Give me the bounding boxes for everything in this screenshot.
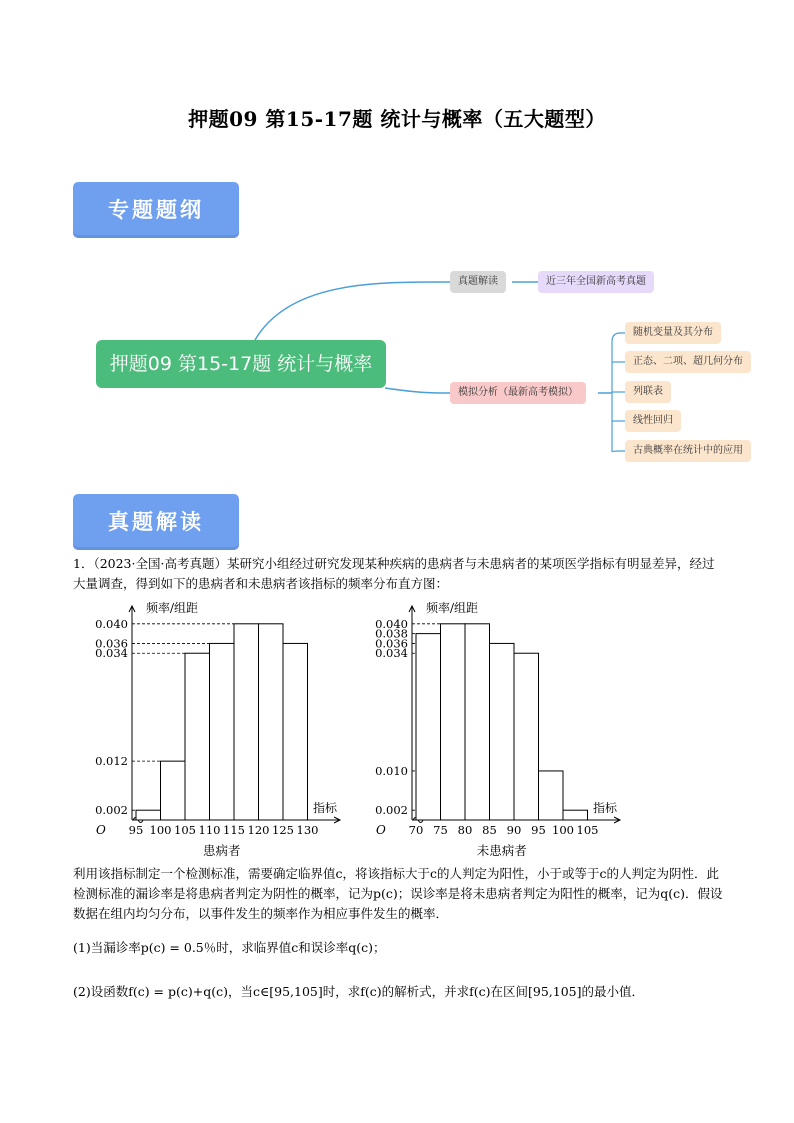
y-tick-label: 0.040 xyxy=(375,616,408,631)
histogram-bar xyxy=(185,653,210,820)
x-tick-label: 85 xyxy=(482,823,497,837)
mindmap-branch-2: 模拟分析（最新高考模拟） xyxy=(450,382,586,404)
x-tick-label: 95 xyxy=(128,823,144,837)
x-tick-label: 100 xyxy=(552,823,574,837)
histogram-bar xyxy=(136,810,161,820)
histogram-bar xyxy=(259,624,284,820)
origin-label: O xyxy=(376,823,386,837)
chart-caption: 患病者 xyxy=(202,843,241,858)
y-tick-label: 0.012 xyxy=(95,754,128,769)
mindmap-branch-1: 真题解读 xyxy=(450,271,506,293)
mindmap-leaf: 古典概率在统计中的应用 xyxy=(625,440,751,462)
x-tick-label: 90 xyxy=(506,823,522,837)
mindmap-leaf: 列联表 xyxy=(625,381,671,403)
histogram-bar xyxy=(563,810,588,820)
question-1: (1)当漏诊率p(c) = 0.5％时，求临界值c和误诊率q(c)； xyxy=(73,940,386,955)
x-tick-label: 95 xyxy=(531,823,546,837)
mindmap-central-node: 押题09 第15-17题 统计与概率 xyxy=(96,340,386,388)
x-tick-label: 75 xyxy=(433,823,448,837)
x-tick-label: 100 xyxy=(149,823,172,837)
mindmap-leaf: 正态、二项、超几何分布 xyxy=(625,351,751,373)
histogram-non-patients xyxy=(350,594,635,866)
y-tick-label: 0.038 xyxy=(375,626,408,641)
y-axis-label: 频率/组距 xyxy=(146,601,199,615)
x-tick-label: 80 xyxy=(457,823,473,837)
x-tick-label: 125 xyxy=(272,823,294,837)
y-tick-label: 0.040 xyxy=(95,616,128,631)
question-2: (2)设函数f(c) = p(c)+q(c)，当c∈[95,105]时，求f(c)的解析式，并求f(c)在区间[95,105]的最小值． xyxy=(73,984,644,999)
page-title: 押题09 第15-17题 统计与概率（五大题型） xyxy=(188,107,606,131)
chart-caption: 未患病者 xyxy=(476,843,527,858)
x-tick-label: 110 xyxy=(198,823,221,837)
y-tick-label: 0.036 xyxy=(375,636,408,651)
histogram-patients xyxy=(70,594,355,866)
x-axis-label: 指标 xyxy=(313,801,338,815)
histogram-bar xyxy=(490,643,515,820)
x-tick-label: 70 xyxy=(408,823,424,837)
mindmap-leaf: 随机变量及其分布 xyxy=(625,322,721,344)
histogram-bar xyxy=(441,624,466,820)
y-axis-label: 频率/组距 xyxy=(426,601,479,615)
histogram-bar xyxy=(416,634,441,820)
origin-label: O xyxy=(96,823,106,837)
x-axis-label: 指标 xyxy=(593,801,618,815)
x-tick-label: 105 xyxy=(174,823,196,837)
section-banner-outline: 专题题纲 xyxy=(73,182,239,238)
problem-conditions: 利用该指标制定一个检测标准，需要确定临界值c，将该指标大于c的人判定为阳性，小于或等于c的人判定为阴性．此检测标准的漏诊率是将患病者判定为阴性的概率，记为p(c)；误诊率是将未患病者判定为阳性的概率，记为q(c)．假设数据在组内均匀分布，以事件发生的频率作为相应事件发生的概率． xyxy=(73,866,723,921)
mindmap-leaf: 线性回归 xyxy=(625,410,681,432)
x-tick-label: 115 xyxy=(223,823,245,837)
y-tick-label: 0.002 xyxy=(95,803,128,818)
histogram-bar xyxy=(283,643,308,820)
y-tick-label: 0.010 xyxy=(375,763,408,778)
y-tick-label: 0.034 xyxy=(95,646,128,661)
y-tick-label: 0.036 xyxy=(95,636,128,651)
x-tick-label: 120 xyxy=(247,823,270,837)
histogram-bar xyxy=(465,624,490,820)
histogram-bar xyxy=(539,771,564,820)
mindmap-branch-1-child: 近三年全国新高考真题 xyxy=(538,271,654,293)
mindmap-connectors xyxy=(0,0,794,480)
x-tick-label: 130 xyxy=(296,823,319,837)
histogram-bar xyxy=(234,624,259,820)
histogram-bar xyxy=(210,643,235,820)
y-tick-label: 0.034 xyxy=(375,646,408,661)
problem-intro: 1．（2023·全国·高考真题）某研究小组经过研究发现某种疾病的患病者与未患病者的某项医学指标有明显差异，经过大量调查，得到如下的患病者和未患病者该指标的频率分布直方图： xyxy=(73,556,715,591)
x-tick-label: 105 xyxy=(576,823,599,837)
section-banner-exam: 真题解读 xyxy=(73,494,239,550)
histogram-bar xyxy=(161,761,186,820)
histogram-bar xyxy=(514,653,539,820)
y-tick-label: 0.002 xyxy=(375,803,408,818)
